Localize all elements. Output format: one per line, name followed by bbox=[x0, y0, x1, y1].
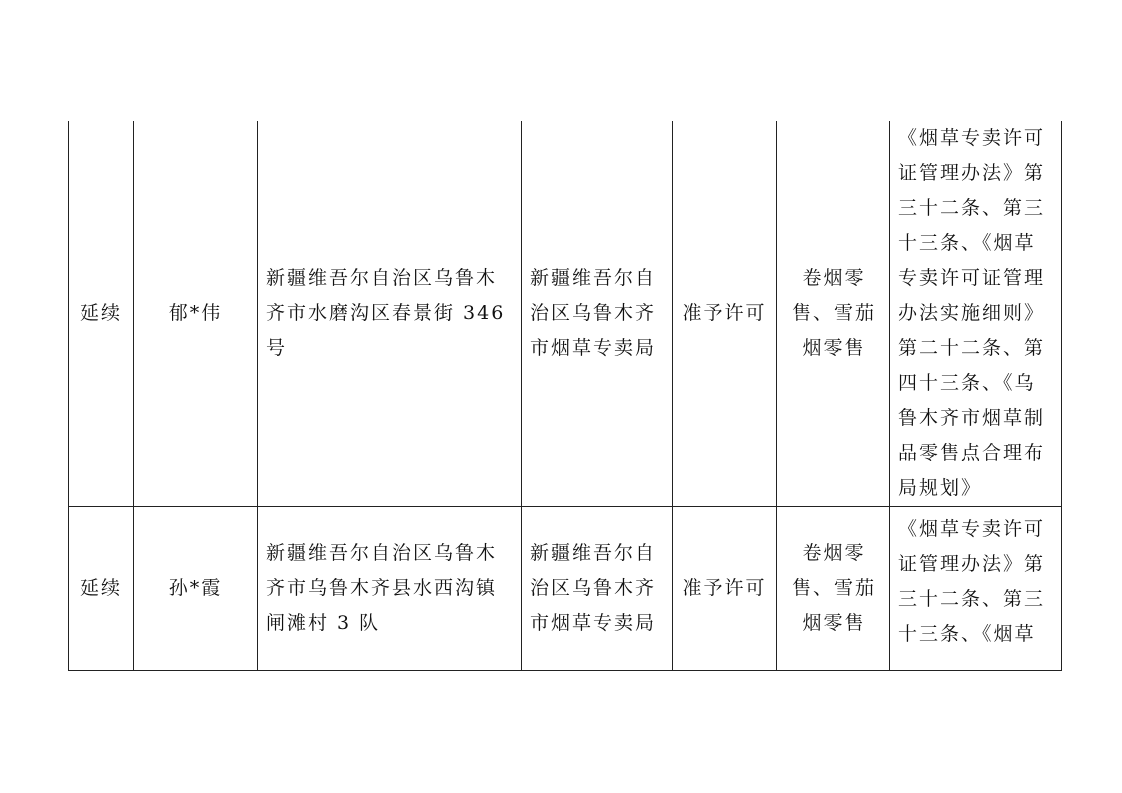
decision-result-cell: 准予许可 bbox=[673, 507, 777, 671]
table-row bbox=[69, 507, 1062, 671]
permit-type-cell: 延续 bbox=[69, 121, 134, 507]
business-address-cell: 新疆维吾尔自治区乌鲁木齐市乌鲁木齐县水西沟镇闸滩村 3 队 bbox=[258, 507, 522, 671]
legal-basis-cell: 《烟草专卖许可证管理办法》第三十二条、第三十三条、《烟草 bbox=[890, 507, 1062, 671]
business-address-cell: 新疆维吾尔自治区乌鲁木齐市水磨沟区春景街 346 号 bbox=[258, 121, 522, 507]
permit-type-cell: 延续 bbox=[69, 507, 134, 671]
business-scope-cell: 卷烟零售、雪茄烟零售 bbox=[777, 121, 890, 507]
decision-result-cell: 准予许可 bbox=[673, 121, 777, 507]
business-scope-cell: 卷烟零售、雪茄烟零售 bbox=[777, 507, 890, 671]
applicant-name-cell: 郁*伟 bbox=[134, 121, 258, 507]
legal-basis-cell: 《烟草专卖许可证管理办法》第三十二条、第三十三条、《烟草专卖许可证管理办法实施细则》第二十二条、第四十三条、《乌鲁木齐市烟草制品零售点合理布局规划》 bbox=[890, 121, 1062, 507]
applicant-name-cell: 孙*霞 bbox=[134, 507, 258, 671]
issuing-authority-cell: 新疆维吾尔自治区乌鲁木齐市烟草专卖局 bbox=[522, 507, 673, 671]
table-row bbox=[69, 121, 1062, 507]
issuing-authority-cell: 新疆维吾尔自治区乌鲁木齐市烟草专卖局 bbox=[522, 121, 673, 507]
permit-table bbox=[68, 121, 1062, 671]
